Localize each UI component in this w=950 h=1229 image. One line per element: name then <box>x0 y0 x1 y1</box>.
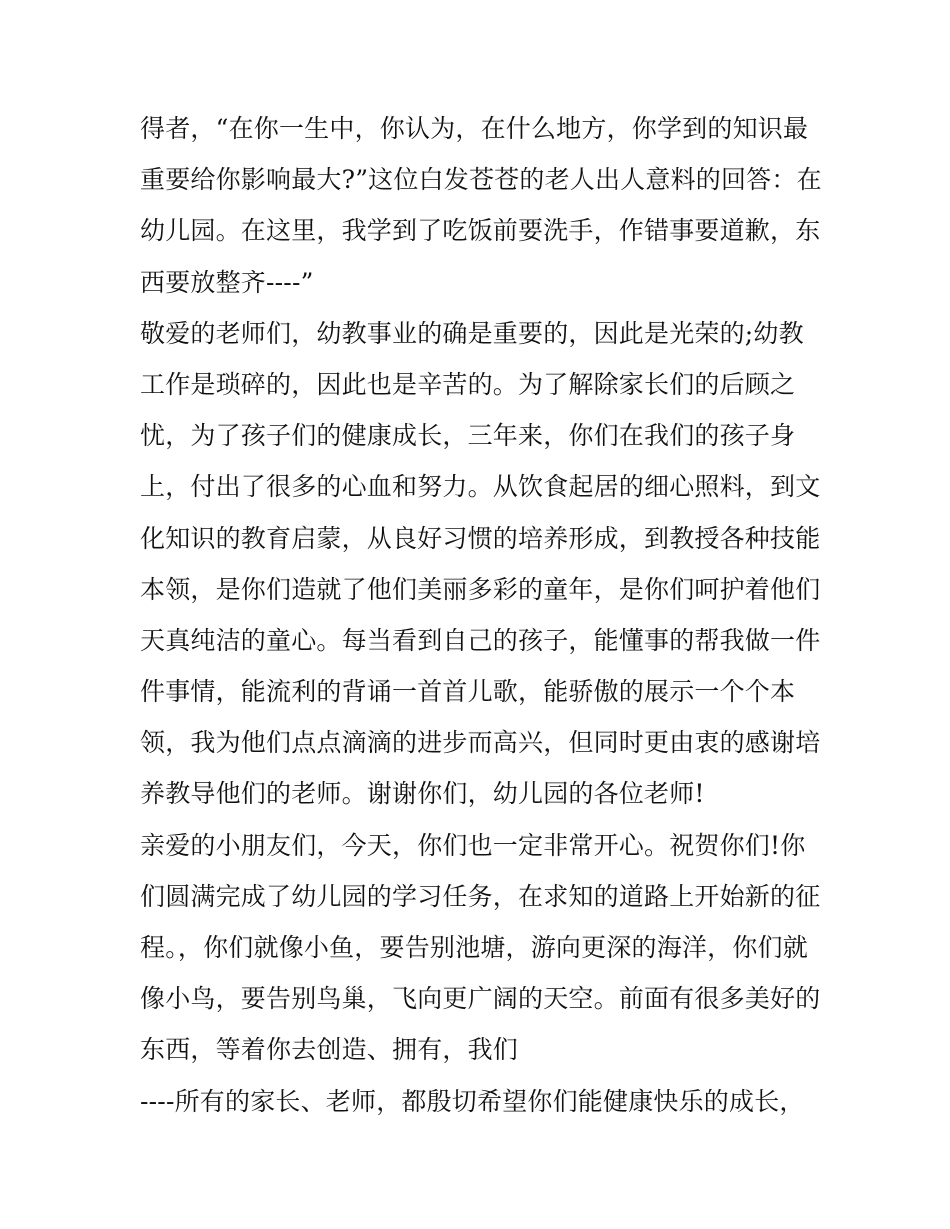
text-line: 天真纯洁的童心。每当看到自己的孩子，能懂事的帮我做一件 <box>140 625 821 655</box>
text-line: 件事情，能流利的背诵一首首儿歌，能骄傲的展示一个个本 <box>140 677 796 707</box>
text-line: 程。，你们就像小鱼，要告别池塘，游向更深的海洋，你们就 <box>140 933 808 962</box>
body-text <box>140 103 830 1127</box>
text-line: 们圆满完成了幼儿园的学习任务，在求知的道路上开始新的征 <box>140 881 821 911</box>
text-line: 东西，等着你去创造、拥有，我们 <box>140 1035 519 1065</box>
text-line: 化知识的教育启蒙，从良好习惯的培养形成，到教授各种技能 <box>140 523 821 553</box>
text-line: 重要给你影响最大?”这位白发苍苍的老人出人意料的回答：在 <box>140 165 822 195</box>
text-line: 养教导他们的老师。谢谢你们，幼儿园的各位老师! <box>140 779 705 809</box>
text-line: 幼儿园。在这里，我学到了吃饭前要洗手，作错事要道歉，东 <box>140 216 821 246</box>
text-line: 上，付出了很多的心血和努力。从饮食起居的细心照料，到文 <box>140 472 821 502</box>
text-line: 得者，“在你一生中，你认为，在什么地方，你学到的知识最 <box>140 114 809 143</box>
text-line: ----所有的家长、老师，都殷切希望你们能健康快乐的成长， <box>140 1086 805 1116</box>
text-line: 领，我为他们点点滴滴的进步而高兴，但同时更由衷的感谢培 <box>140 728 821 758</box>
text-line: 忧，为了孩子们的健康成长，三年来，你们在我们的孩子身 <box>140 421 796 451</box>
text-line: 亲爱的小朋友们，今天，你们也一定非常开心。祝贺你们!你 <box>140 830 806 860</box>
text-line: 像小鸟，要告别鸟巢，飞向更广阔的天空。前面有很多美好的 <box>140 984 821 1014</box>
text-line: 工作是琐碎的，因此也是辛苦的。为了解除家长们的后顾之 <box>140 369 796 399</box>
text-line: 本领，是你们造就了他们美丽多彩的童年，是你们呵护着他们 <box>140 574 821 604</box>
text-line: 西要放整齐----” <box>140 267 314 297</box>
text-line: 敬爱的老师们，幼教事业的确是重要的，因此是光荣的;幼教 <box>140 318 804 348</box>
